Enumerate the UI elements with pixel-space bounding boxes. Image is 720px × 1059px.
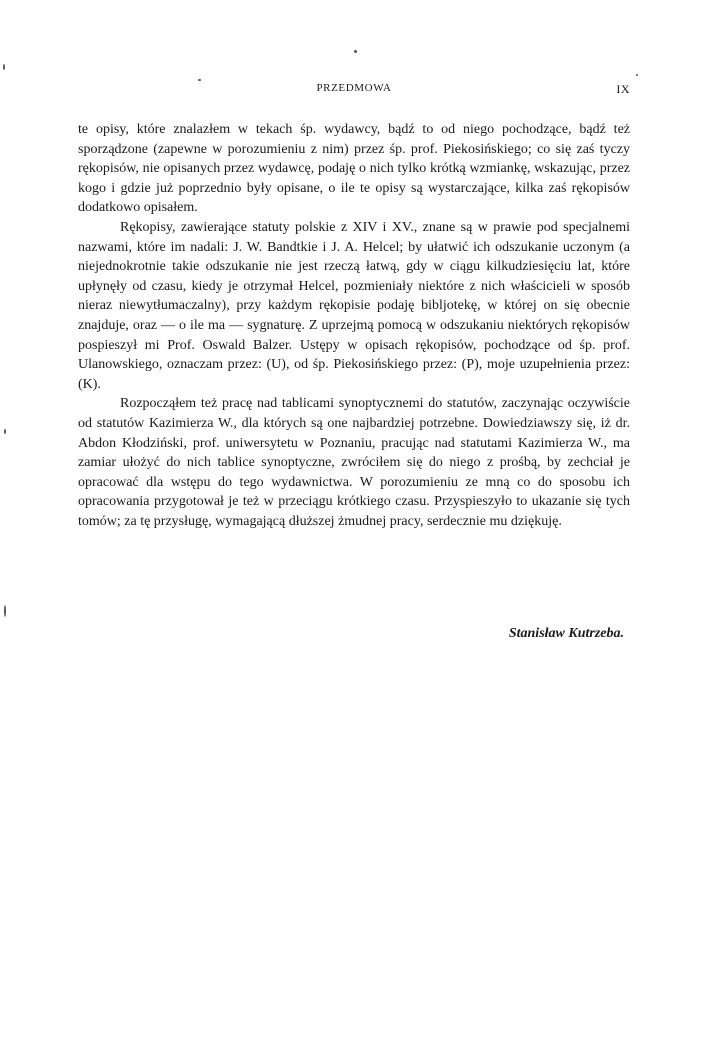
scan-speck [3,64,5,70]
scan-speck [4,429,6,434]
page-number: IX [616,82,630,96]
body-text [78,120,630,531]
scan-speck [354,50,357,53]
scan-speck [198,79,201,81]
scan-speck [4,605,6,617]
running-title: PRZEDMOWA [316,82,392,94]
signature: Stanisław Kutrzeba. [508,626,624,641]
paragraph-1: te opisy, które znalazłem w tekach śp. wydawcy, bądź to od niego pochodzące, bądź też sporządzone (zapewne w porozumieniu z nim) przez śp. prof. Piekosińskiego; co się zaś tyczy rękopisów, nie opisanych przez wydawcę, podaję o nich tylko krótką wzmiankę, wskazując, przez kogo i gdzie już poprzednio były opisane, o ile te opisy są wystarczające, kilka zaś rękopisów dodatkowo opisałem. [78,122,630,216]
paragraph-3: Rozpocząłem też pracę nad tablicami synoptycznemi do statutów, zaczynając oczywiście od statutów Kazimierza W., dla których są one najbardziej potrzebne. Dowiedziawszy się, iż dr. Abdon Kłodziński, prof. uniwersytetu w Poznaniu, pracując nad statutami Kazimierza W., ma zamiar ułożyć do nich tablice synoptyczne, zwróciłem się do niego z prośbą, by zechciał je opracować dla wstępu do tego wydawnictwa. W porozumieniu ze mną co do sposobu ich opracowania przygotował je też w przeciągu krótkiego czasu. Przyspieszyło to ukazanie się tych tomów; za tę przysługę, wymagającą dłuższej żmudnej pracy, serdecznie mu dziękuję. [78,396,630,529]
running-head [78,82,630,98]
paragraph-2: Rękopisy, zawierające statuty polskie z XIV i XV., znane są w prawie pod specjalnemi nazwami, które im nadali: J. W. Bandtkie i J. A. Helcel; by ułatwić ich odszukanie uczonym (a niejednokrotnie takie odszukanie nie jest rzeczą łatwą, gdy w ciągu kilkudziesięciu lat, które upłynęły od czasu, kiedy je otrzymał Helcel, pozmieniały niektóre z nich właścicieli w sposób nieraz niewytłumaczalny), przy każdym rękopisie podaję bibljotekę, w której on się obecnie znajduje, oraz — o ile ma — sygnaturę. Z uprzejmą pomocą w odszukaniu niektórych rękopisów pospieszył mi Prof. Oswald Balzer. Ustępy w opisach rękopisów, pochodzące od śp. prof. Ulanowskiego, oznaczam przez: (U), od śp. Piekosińskiego przez: (P), moje uzupełnienia przez: (K). [78,219,630,392]
scan-speck [636,74,638,76]
